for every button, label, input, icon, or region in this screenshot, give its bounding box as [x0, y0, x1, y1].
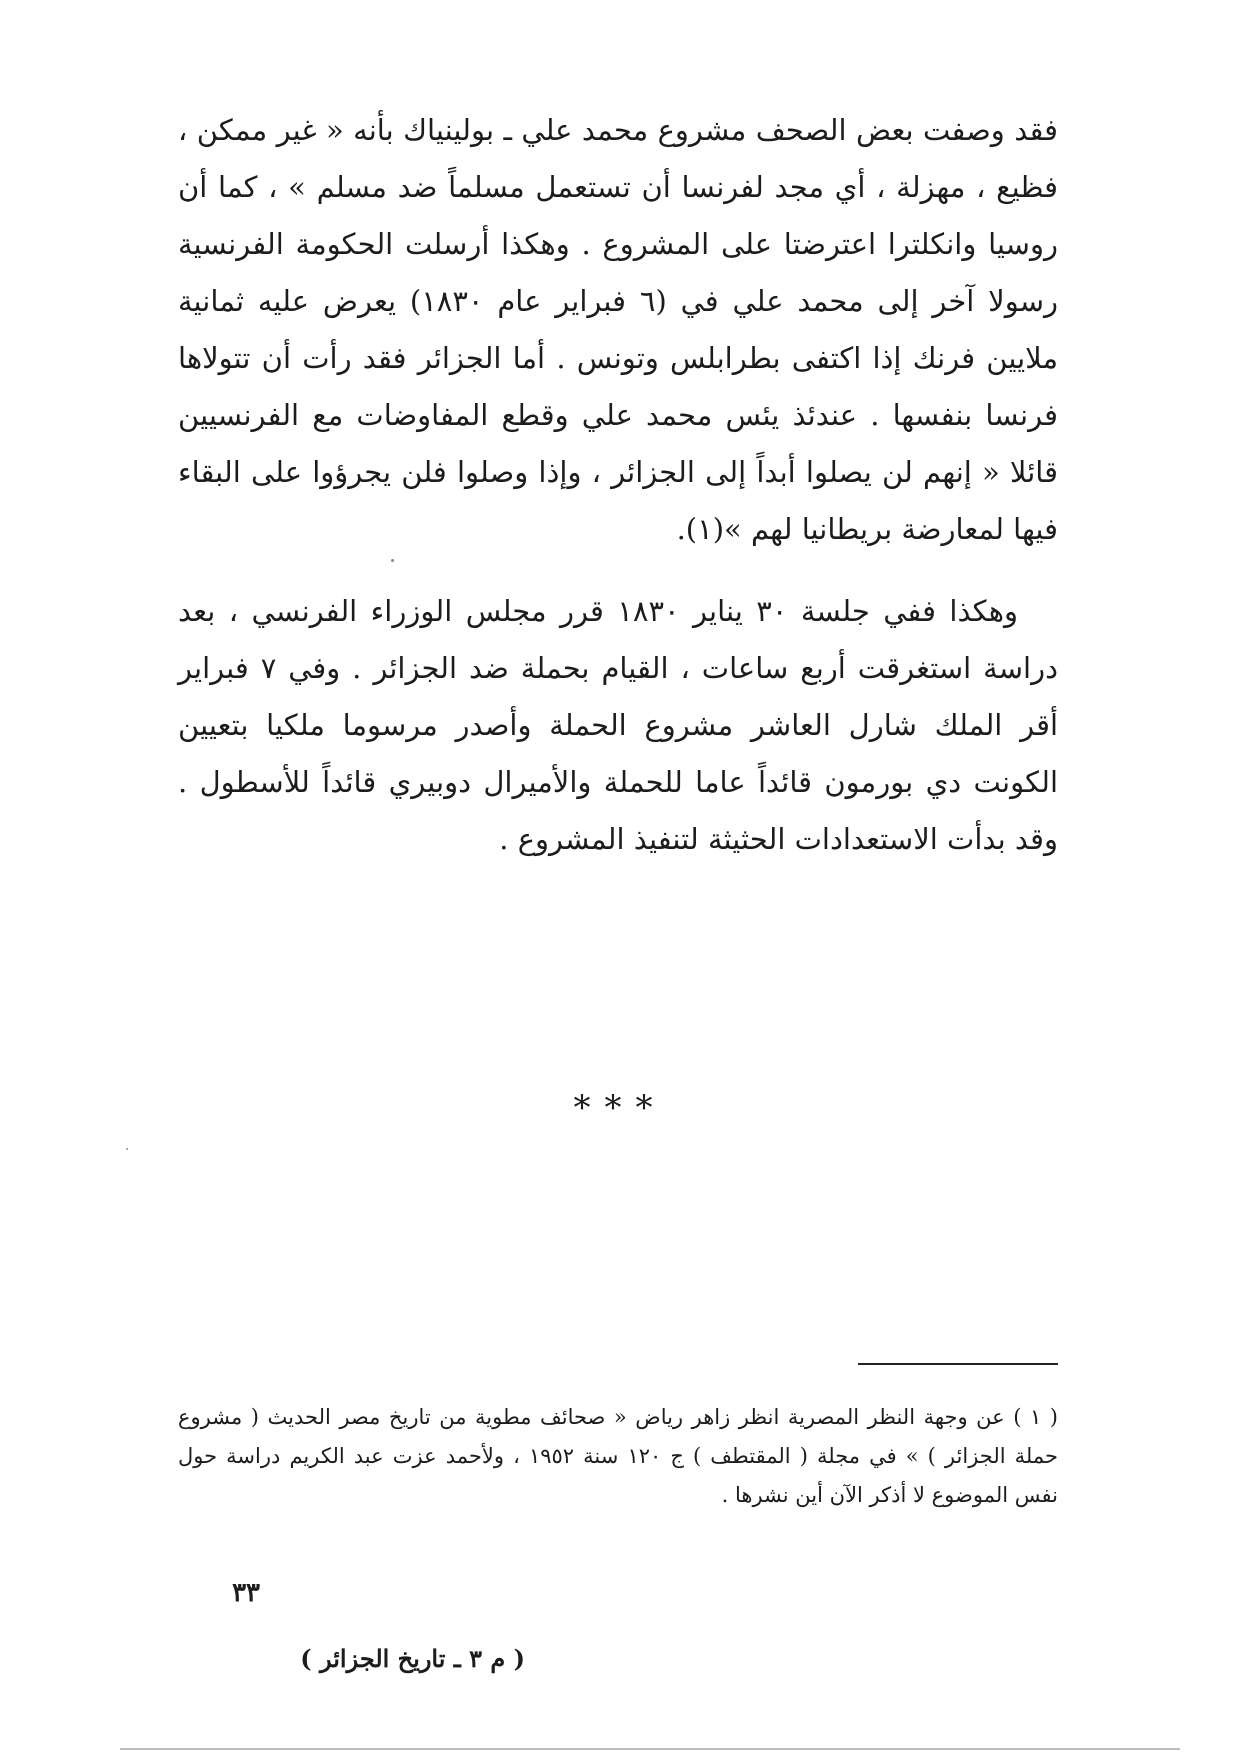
- footnote-separator: [858, 1363, 1058, 1365]
- paragraph-text: فقد وصفت بعض الصحف مشروع محمد علي ـ بولينياك بأنه « غير ممكن ، فظيع ، مهزلة ، أي مجد لفرنسا أن تستعمل مسلماً ضد مسلم » ، كما أن روسيا وانكلترا اعترضتا على المشروع . وهكذا أرسلت الحكومة الفرنسية رسولا آخر إلى محمد علي في (٦ فبراير عام ١٨٣٠) يعرض عليه ثمانية ملايين فرنك إذا اكتفى بطرابلس وتونس . أما الجزائر فقد رأت أن تتولاها فرنسا بنفسها . عندئذ يئس محمد علي وقطع المفاوضات مع الفرنسيين قائلا « إنهم لن يصلوا أبداً إلى الجزائر ، وإذا وصلوا فلن يجرؤوا على البقاء فيها لمعارضة بريطانيا لهم »(١).: [178, 113, 1059, 546]
- paragraph-council-decision: [178, 583, 1058, 868]
- page-number: ٣٣: [232, 1578, 260, 1608]
- section-break-asterisks: ***: [573, 1088, 667, 1128]
- scan-speck: [391, 559, 394, 562]
- paragraph-continuation: [178, 102, 1058, 558]
- footnote: ( ١ ) عن وجهة النظر المصرية انظر زاهر رياض « صحائف مطوية من تاريخ مصر الحديث ( مشروع حملة الجزائر ) » في مجلة ( المقتطف ) ج ١٢٠ سنة ١٩٥٢ ، ولأحمد عزت عبد الكريم دراسة حول نفس الموضوع لا أذكر الآن أين نشرها .: [178, 1405, 1059, 1507]
- scan-speck: [126, 1148, 128, 1150]
- printer-signature-mark: ( م ٣ ـ تاريخ الجزائر ): [300, 1644, 525, 1673]
- page-bottom-edge: [120, 1748, 1180, 1750]
- paragraph-text: وهكذا ففي جلسة ٣٠ يناير ١٨٣٠ قرر مجلس الوزراء الفرنسي ، بعد دراسة استغرقت أربع ساعات ، القيام بحملة ضد الجزائر . وفي ٧ فبراير أقر الملك شارل العاشر مشروع الحملة وأصدر مرسوما ملكيا بتعيين الكونت دي بورمون قائداً عاما للحملة والأميرال دوبيري قائداً للأسطول . وقد بدأت الاستعدادات الحثيثة لتنفيذ المشروع .: [178, 594, 1058, 856]
